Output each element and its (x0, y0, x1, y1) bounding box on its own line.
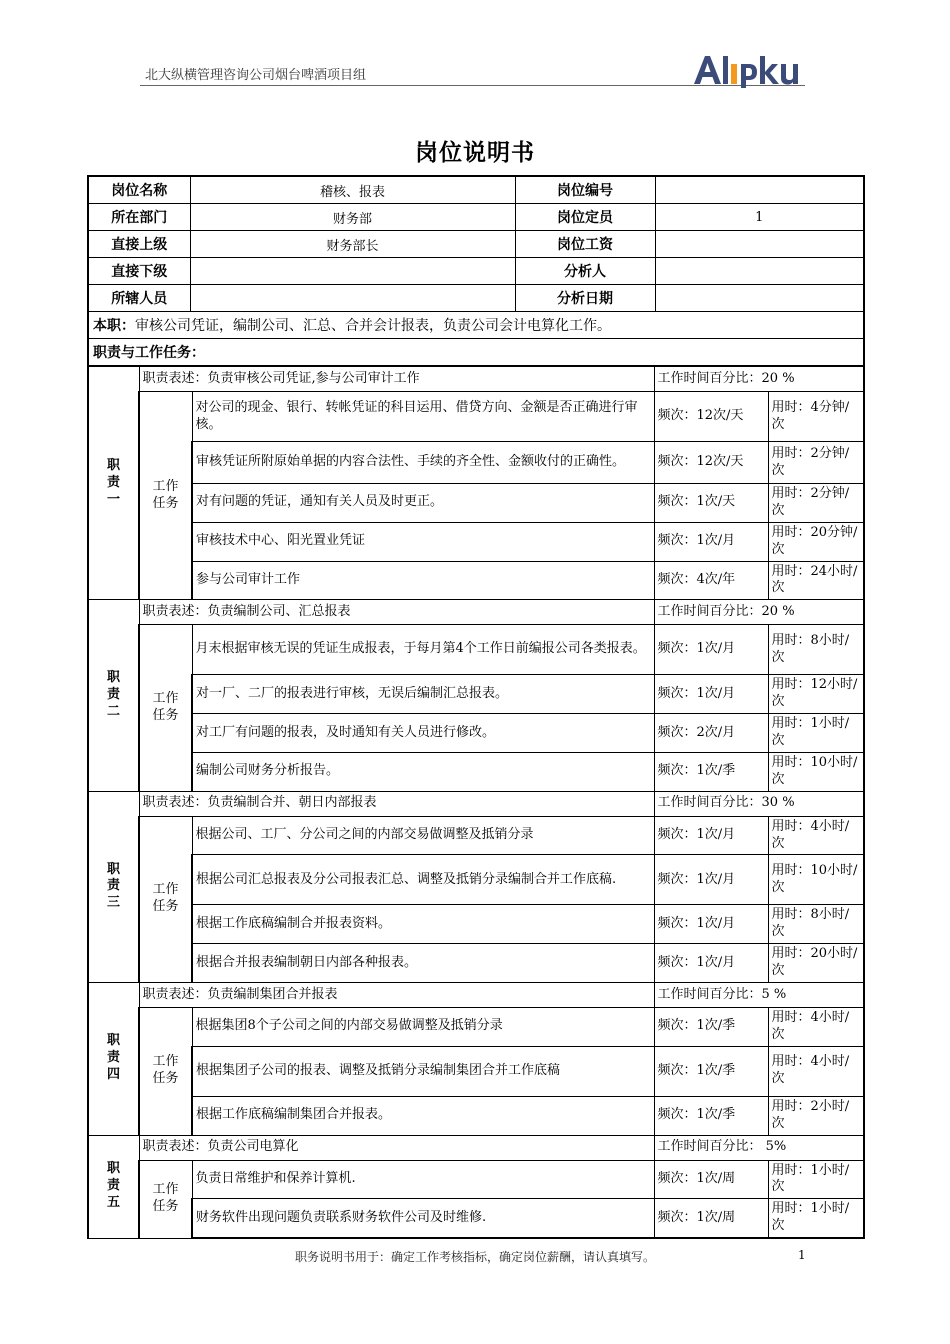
task-frequency: 频次：12次/天 (654, 392, 768, 442)
task-label: 工作 任务 (139, 1160, 192, 1238)
info-value (655, 258, 864, 285)
info-label: 所在部门 (88, 204, 190, 231)
duties-table (87, 366, 865, 1239)
duty-name-text: 职 责 一 (106, 457, 120, 507)
task-text: 根据工作底稿编制集团合并报表。 (192, 1096, 654, 1135)
task-label: 工作 任务 (139, 1008, 192, 1136)
duty-desc-row (88, 367, 864, 392)
info-value (655, 231, 864, 258)
info-value (190, 285, 515, 312)
duty-description: 职责表述：负责编制合并、朝日内部报表 (139, 791, 654, 816)
duty-name (88, 983, 139, 1136)
task-text: 根据集团8个子公司之间的内部交易做调整及抵销分录 (192, 1008, 654, 1047)
header-company: 北大纵横管理咨询公司烟台啤酒项目组 (145, 68, 367, 83)
task-frequency: 频次：1次/季 (654, 1096, 768, 1135)
duties-title-cell (88, 339, 864, 366)
page-number: 1 (798, 1248, 806, 1262)
task-text: 根据工作底稿编制合并报表资料。 (192, 905, 654, 944)
duty-description: 职责表述：负责公司电算化 (139, 1135, 654, 1160)
task-row (88, 561, 864, 600)
info-row (88, 285, 864, 312)
task-duration: 用时：8小时/次 (768, 625, 864, 675)
info-label: 直接上级 (88, 231, 190, 258)
duty-desc-row (88, 983, 864, 1008)
task-duration: 用时：10小时/次 (768, 752, 864, 791)
duty-time-percent: 工作时间百分比：20 % (654, 367, 864, 392)
task-row (88, 1199, 864, 1238)
task-frequency: 频次：1次/月 (654, 905, 768, 944)
task-row (88, 1096, 864, 1135)
task-duration: 用时：8小时/次 (768, 905, 864, 944)
duty-name (88, 600, 139, 791)
duty-name-text: 职 责 三 (106, 861, 120, 911)
task-frequency: 频次：1次/季 (654, 752, 768, 791)
benzhi-text: 审核公司凭证，编制公司、汇总、合并会计报表，负责公司会计电算化工作。 (135, 318, 611, 334)
info-label: 分析日期 (515, 285, 655, 312)
task-row (88, 855, 864, 905)
task-row (88, 944, 864, 983)
task-text: 负责日常维护和保养计算机. (192, 1160, 654, 1199)
task-frequency: 频次：1次/周 (654, 1160, 768, 1199)
task-row (88, 816, 864, 855)
duty-desc-row (88, 791, 864, 816)
duty-description: 职责表述：负责审核公司凭证,参与公司审计工作 (139, 367, 654, 392)
task-duration: 用时：20小时/次 (768, 944, 864, 983)
task-text: 对有问题的凭证，通知有关人员及时更正。 (192, 484, 654, 523)
task-frequency: 频次：1次/月 (654, 816, 768, 855)
task-text: 编制公司财务分析报告。 (192, 752, 654, 791)
task-row (88, 752, 864, 791)
task-row (88, 1160, 864, 1199)
duty-time-percent: 工作时间百分比：5 % (654, 983, 864, 1008)
duty-name (88, 791, 139, 982)
task-text: 审核技术中心、阳光置业凭证 (192, 522, 654, 561)
info-value: 稽核、报表 (190, 176, 515, 204)
task-label: 工作 任务 (139, 816, 192, 982)
task-duration: 用时：2分钟/次 (768, 484, 864, 523)
page-title: 岗位说明书 (415, 140, 535, 166)
task-row (88, 675, 864, 714)
duties-title: 职责与工作任务： (93, 345, 205, 361)
task-frequency: 频次：2次/月 (654, 714, 768, 753)
task-text: 根据公司、工厂、分公司之间的内部交易做调整及抵销分录 (192, 816, 654, 855)
info-row (88, 204, 864, 231)
info-label: 岗位工资 (515, 231, 655, 258)
task-duration: 用时：4小时/次 (768, 816, 864, 855)
duty-name (88, 1135, 139, 1238)
task-label: 工作 任务 (139, 392, 192, 600)
info-label: 所辖人员 (88, 285, 190, 312)
task-text: 月末根据审核无误的凭证生成报表，于每月第4个工作日前编报公司各类报表。 (192, 625, 654, 675)
task-text: 对工厂有问题的报表，及时通知有关人员进行修改。 (192, 714, 654, 753)
benzhi-row (88, 312, 864, 339)
task-duration: 用时：4小时/次 (768, 1046, 864, 1096)
duty-name (88, 367, 139, 600)
info-label: 岗位名称 (88, 176, 190, 204)
task-frequency: 频次：4次/年 (654, 561, 768, 600)
task-row (88, 714, 864, 753)
duty-name-text: 职 责 二 (106, 670, 120, 719)
task-duration: 用时：1小时/次 (768, 714, 864, 753)
task-row (88, 905, 864, 944)
task-frequency: 频次：1次/季 (654, 1008, 768, 1047)
info-row (88, 231, 864, 258)
allpku-logo (692, 50, 812, 88)
info-label: 直接下级 (88, 258, 190, 285)
benzhi-label: 本职： (93, 318, 135, 334)
info-label: 分析人 (515, 258, 655, 285)
info-value: 财务部 (190, 204, 515, 231)
task-frequency: 频次：1次/月 (654, 855, 768, 905)
task-row (88, 522, 864, 561)
task-frequency: 频次：1次/月 (654, 522, 768, 561)
duty-time-percent: 工作时间百分比：30 % (654, 791, 864, 816)
task-text: 根据公司汇总报表及分公司报表汇总、调整及抵销分录编制合并工作底稿. (192, 855, 654, 905)
info-value (655, 285, 864, 312)
duty-name-text: 职 责 五 (106, 1161, 120, 1211)
task-duration: 用时：1小时/次 (768, 1199, 864, 1238)
task-duration: 用时：2分钟/次 (768, 442, 864, 484)
task-row (88, 392, 864, 442)
task-row (88, 1008, 864, 1047)
duty-time-percent: 工作时间百分比：20 % (654, 600, 864, 625)
task-duration: 用时：4小时/次 (768, 1008, 864, 1047)
duty-time-percent: 工作时间百分比： 5% (654, 1135, 864, 1160)
task-row (88, 484, 864, 523)
task-row (88, 625, 864, 675)
info-value: 1 (655, 204, 864, 231)
info-value (190, 258, 515, 285)
task-duration: 用时：4分钟/次 (768, 392, 864, 442)
info-value (655, 176, 864, 204)
task-duration: 用时：10小时/次 (768, 855, 864, 905)
task-text: 对一厂、二厂的报表进行审核，无误后编制汇总报表。 (192, 675, 654, 714)
task-text: 根据合并报表编制朝日内部各种报表。 (192, 944, 654, 983)
task-label: 工作 任务 (139, 625, 192, 791)
duty-description: 职责表述：负责编制集团合并报表 (139, 983, 654, 1008)
task-duration: 用时：2小时/次 (768, 1096, 864, 1135)
benzhi-cell (88, 312, 864, 339)
task-row (88, 442, 864, 484)
duty-desc-row (88, 1135, 864, 1160)
task-frequency: 频次：1次/周 (654, 1199, 768, 1238)
info-label: 岗位编号 (515, 176, 655, 204)
task-duration: 用时：20分钟/次 (768, 522, 864, 561)
task-row (88, 1046, 864, 1096)
task-frequency: 频次：1次/月 (654, 625, 768, 675)
info-value: 财务部长 (190, 231, 515, 258)
duty-description: 职责表述：负责编制公司、汇总报表 (139, 600, 654, 625)
task-frequency: 频次：1次/天 (654, 484, 768, 523)
task-duration: 用时：1小时/次 (768, 1160, 864, 1199)
duty-name-text: 职 责 四 (106, 1033, 120, 1083)
duty-desc-row (88, 600, 864, 625)
task-frequency: 频次：1次/季 (654, 1046, 768, 1096)
task-text: 财务软件出现问题负责联系财务软件公司及时维修. (192, 1199, 654, 1238)
task-duration: 用时：24小时/次 (768, 561, 864, 600)
task-text: 对公司的现金、银行、转帐凭证的科目运用、借贷方向、金额是否正确进行审核。 (192, 392, 654, 442)
task-text: 根据集团子公司的报表、调整及抵销分录编制集团合并工作底稿 (192, 1046, 654, 1096)
footer-note: 职务说明书用于：确定工作考核指标，确定岗位薪酬，请认真填写。 (294, 1250, 655, 1264)
task-frequency: 频次：12次/天 (654, 442, 768, 484)
duties-title-row (88, 339, 864, 366)
task-frequency: 频次：1次/月 (654, 675, 768, 714)
task-text: 参与公司审计工作 (192, 561, 654, 600)
task-frequency: 频次：1次/月 (654, 944, 768, 983)
task-duration: 用时：12小时/次 (768, 675, 864, 714)
info-row (88, 258, 864, 285)
info-row (88, 176, 864, 204)
task-text: 审核凭证所附原始单据的内容合法性、手续的齐全性、金额收付的正确性。 (192, 442, 654, 484)
info-label: 岗位定员 (515, 204, 655, 231)
basic-info-table (87, 175, 865, 366)
